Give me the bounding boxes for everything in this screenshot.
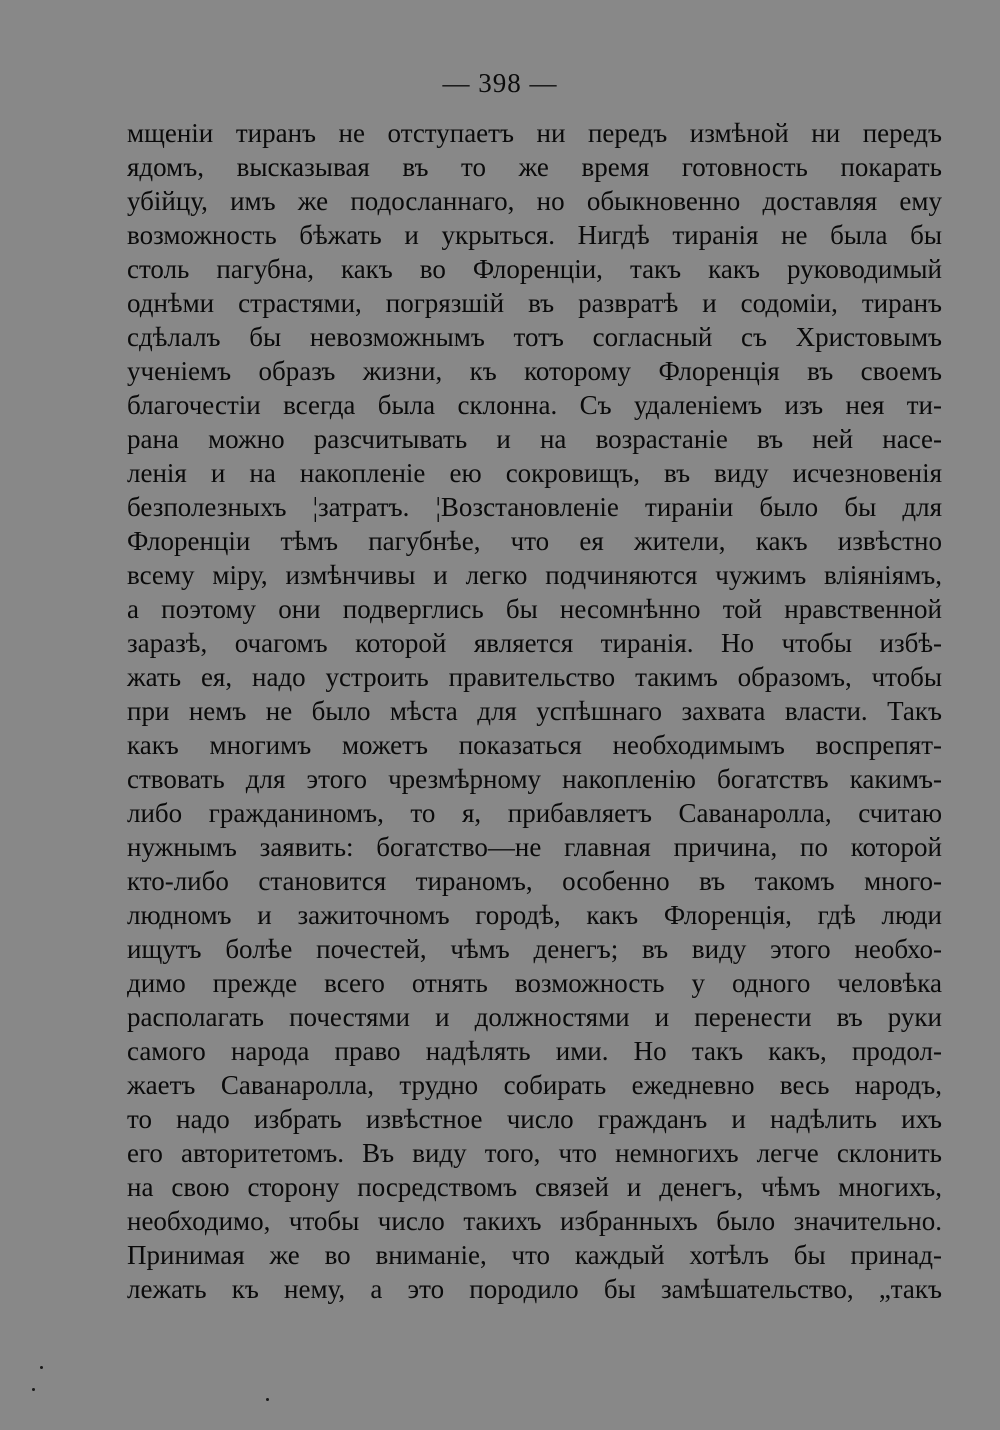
text-line: Принимая же во вниманіе, что каждый хотѣлъ бы принад- xyxy=(127,1240,942,1270)
text-line: ленія и на накопленіе ею сокровищъ, въ виду исчезновенія xyxy=(127,458,942,488)
text-line: жаетъ Саванаролла, трудно собирать ежедневно весь народъ, xyxy=(127,1070,942,1100)
text-line: ствовать для этого чрезмѣрному накопленію богатствъ какимъ- xyxy=(127,764,942,794)
text-line: заразѣ, очагомъ которой является тиранія. Но чтобы избѣ- xyxy=(127,628,942,658)
text-line: кто-либо становится тираномъ, особенно въ такомъ много- xyxy=(127,866,942,896)
text-line: благочестіи всегда была склонна. Съ удаленіемъ изъ нея ти- xyxy=(127,390,942,420)
text-line: самого народа право надѣлять ими. Но такъ какъ, продол- xyxy=(127,1036,942,1066)
text-line: Флоренціи тѣмъ пагубнѣе, что ея жители, какъ извѣстно xyxy=(127,526,942,556)
text-line: сдѣлалъ бы невозможнымъ тотъ согласный съ Христовымъ xyxy=(127,322,942,352)
text-line: нужнымъ заявить: богатство—не главная причина, по которой xyxy=(127,832,942,862)
text-line: ученіемъ образъ жизни, къ которому Флоренція въ своемъ xyxy=(127,356,942,386)
text-line: располагать почестями и должностями и перенести въ руки xyxy=(127,1002,942,1032)
text-line: димо прежде всего отнять возможность у одного человѣка xyxy=(127,968,942,998)
page-number: — 398 — xyxy=(442,68,558,98)
text-line: ищутъ болѣе почестей, чѣмъ денегъ; въ виду этого необхо- xyxy=(127,934,942,964)
scan-speck xyxy=(266,1398,269,1401)
text-line: возможность бѣжать и укрыться. Нигдѣ тиранія не была бы xyxy=(127,220,942,250)
text-line: всему міру, измѣнчивы и легко подчиняются чужимъ вліяніямъ, xyxy=(127,560,942,590)
text-line: лежать къ нему, а это породило бы замѣшательство, „такъ xyxy=(127,1274,942,1304)
text-line: ядомъ, высказывая въ то же время готовность покарать xyxy=(127,152,942,182)
text-line: мщеніи тиранъ не отступаетъ ни передъ измѣной ни передъ xyxy=(127,118,942,148)
text-line: либо гражданиномъ, то я, прибавляетъ Саванаролла, считаю xyxy=(127,798,942,828)
body-text xyxy=(127,116,942,1306)
text-line: его авторитетомъ. Въ виду того, что немногихъ легче склонить xyxy=(127,1138,942,1168)
scan-speck xyxy=(32,1388,35,1391)
text-line: убійцу, имъ же подосланнаго, но обыкновенно доставляя ему xyxy=(127,186,942,216)
text-line: рана можно разсчитывать и на возрастаніе въ ней насе- xyxy=(127,424,942,454)
text-line: необходимо, чтобы число такихъ избранныхъ было значительно. xyxy=(127,1206,942,1236)
text-line: на свою сторону посредствомъ связей и денегъ, чѣмъ многихъ, xyxy=(127,1172,942,1202)
text-line: при немъ не было мѣста для успѣшнаго захвата власти. Такъ xyxy=(127,696,942,726)
text-line: столь пагубна, какъ во Флоренціи, такъ какъ руководимый xyxy=(127,254,942,284)
scan-speck xyxy=(40,1366,43,1369)
text-line: то надо избрать извѣстное число гражданъ и надѣлить ихъ xyxy=(127,1104,942,1134)
text-line: однѣми страстями, погрязшій въ развратѣ и содоміи, тиранъ xyxy=(127,288,942,318)
text-line: людномъ и зажиточномъ городѣ, какъ Флоренція, гдѣ люди xyxy=(127,900,942,930)
text-line: жать ея, надо устроить правительство такимъ образомъ, чтобы xyxy=(127,662,942,692)
text-line: безполезныхъ ¦затратъ. ¦Возстановленіе тираніи было бы для xyxy=(127,492,942,522)
text-line: какъ многимъ можетъ показаться необходимымъ воспрепят- xyxy=(127,730,942,760)
text-line: а поэтому они подверглись бы несомнѣнно той нравственной xyxy=(127,594,942,624)
